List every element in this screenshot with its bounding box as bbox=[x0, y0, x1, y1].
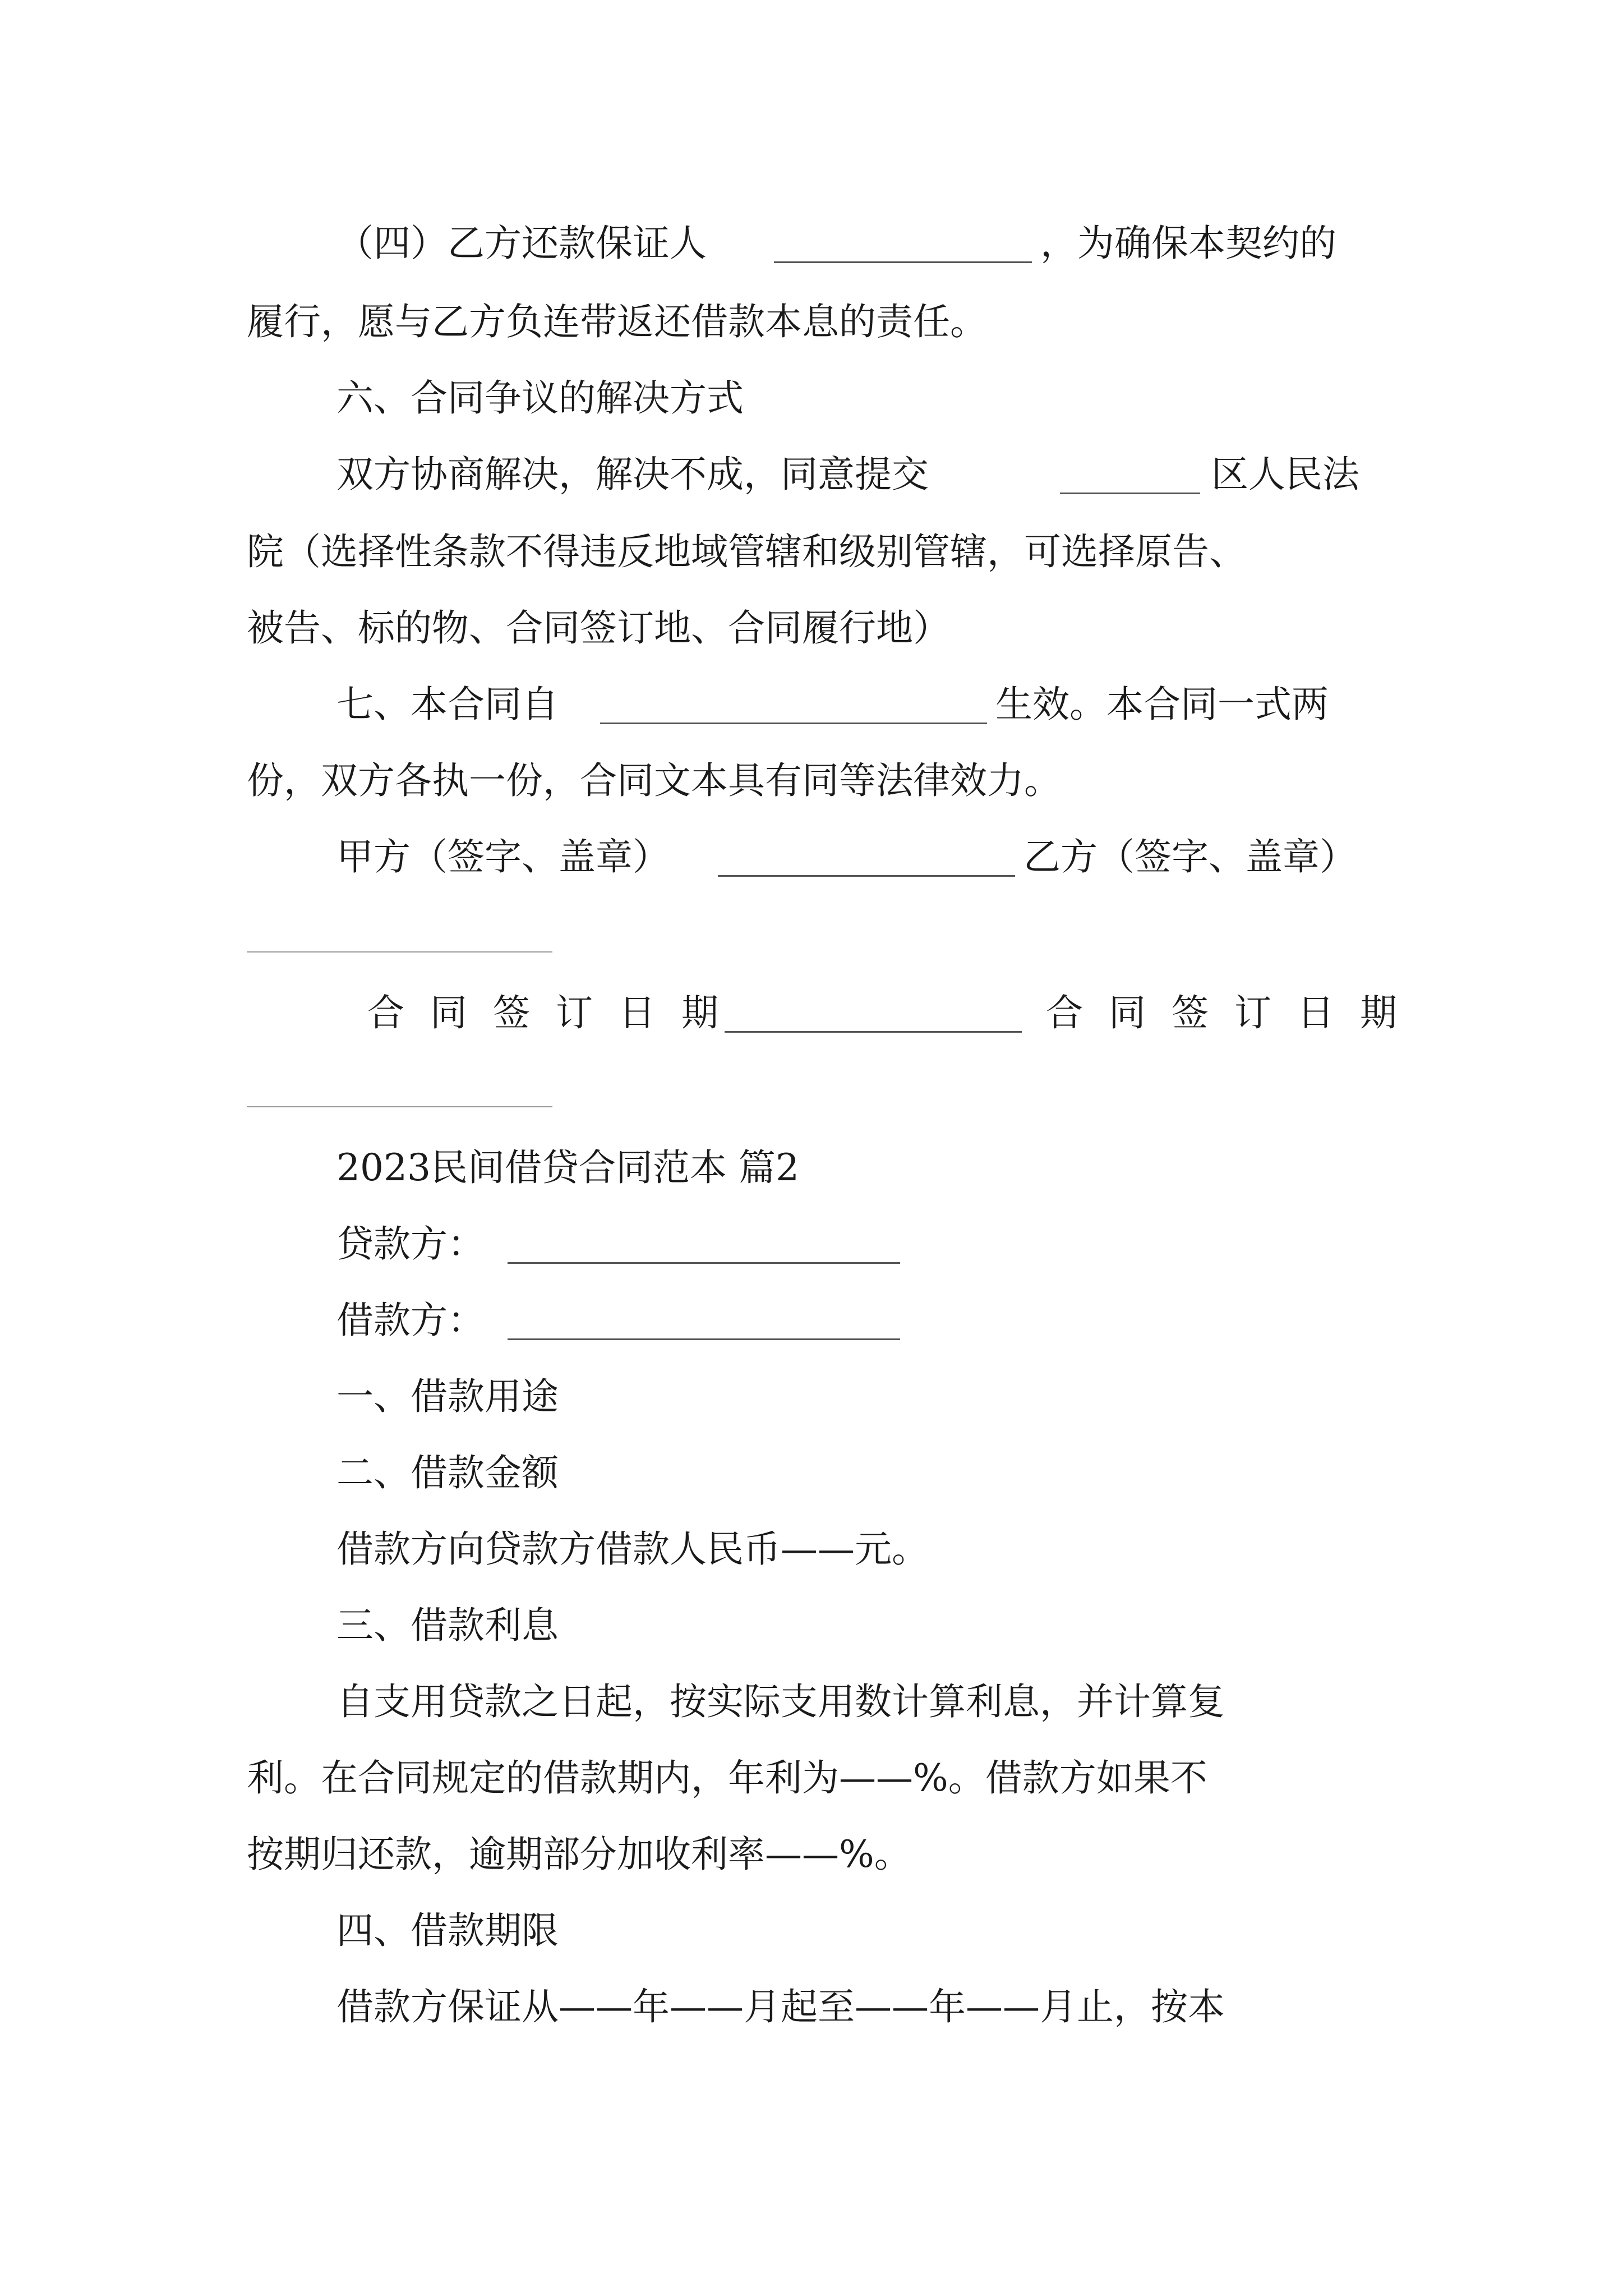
lender-line bbox=[0, 1216, 1623, 1272]
paragraph-text: 利。在合同规定的借款期内，年利为——%。借款方如果不 bbox=[247, 1756, 1207, 1800]
paragraph-text: 履行，愿与乙方负连带返还借款本息的责任。 bbox=[247, 300, 987, 343]
court-tail: 区人民法 bbox=[1211, 453, 1359, 496]
paragraph-line bbox=[0, 524, 1623, 580]
effective-blank bbox=[600, 723, 987, 724]
lender-blank bbox=[508, 1262, 900, 1264]
section-heading-text: 一、借款用途 bbox=[336, 1375, 559, 1418]
article-title-text: 2023民间借贷合同范本 篇2 bbox=[336, 1146, 799, 1189]
paragraph-line bbox=[0, 1521, 1623, 1577]
section-heading bbox=[0, 370, 1623, 426]
effective-label: 七、本合同自 bbox=[336, 683, 559, 726]
court-label: 双方协商解决，解决不成，同意提交 bbox=[336, 453, 929, 496]
paragraph-line bbox=[0, 294, 1623, 350]
party-a-date-label bbox=[367, 985, 744, 1041]
effective-tail: 生效。本合同一式两 bbox=[995, 683, 1329, 726]
guarantor-line bbox=[0, 215, 1623, 272]
effective-line bbox=[0, 677, 1623, 733]
paragraph-text: 按期归还款，逾期部分加收利率——%。 bbox=[247, 1833, 911, 1876]
section-heading-text: 四、借款期限 bbox=[336, 1909, 559, 1952]
guarantor-label: （四）乙方还款保证人 bbox=[336, 222, 707, 265]
section-heading bbox=[0, 1369, 1623, 1425]
paragraph-line bbox=[0, 1979, 1623, 2035]
party-b-date-label bbox=[1046, 985, 1423, 1041]
section-heading-text: 三、借款利息 bbox=[336, 1604, 559, 1647]
party-b-signature-label: 乙方（签字、盖章） bbox=[1023, 835, 1357, 878]
section-heading bbox=[0, 1445, 1623, 1501]
court-blank bbox=[1060, 493, 1200, 494]
guarantor-blank bbox=[774, 261, 1032, 263]
section-heading-text: 六、合同争议的解决方式 bbox=[336, 376, 744, 420]
court-line bbox=[0, 447, 1623, 503]
article-title bbox=[0, 1140, 1623, 1196]
paragraph-text: 自支用贷款之日起，按实际支用数计算利息，并计算复 bbox=[336, 1680, 1225, 1723]
signature-line bbox=[0, 829, 1623, 885]
paragraph-line bbox=[0, 1826, 1623, 1883]
section-heading-text: 二、借款金额 bbox=[336, 1451, 559, 1494]
paragraph-text: 借款方保证从——年——月起至——年——月止，按本 bbox=[336, 1985, 1225, 2028]
borrower-blank bbox=[508, 1338, 900, 1340]
paragraph-line bbox=[0, 600, 1623, 656]
party-a-signature-label: 甲方（签字、盖章） bbox=[336, 835, 670, 878]
party-a-date-text: 合同签订日期 bbox=[367, 991, 744, 1034]
party-a-date-blank bbox=[725, 1031, 1022, 1033]
signing-date-line bbox=[0, 985, 1623, 1041]
paragraph-text: 被告、标的物、合同签订地、合同履行地） bbox=[247, 606, 950, 650]
party-b-date-text: 合同签订日期 bbox=[1046, 991, 1423, 1034]
party-a-signature-blank bbox=[718, 875, 1015, 877]
paragraph-line bbox=[0, 1750, 1623, 1806]
section-heading bbox=[0, 1903, 1623, 1959]
paragraph-line bbox=[0, 1674, 1623, 1730]
lender-label: 贷款方： bbox=[336, 1222, 485, 1266]
guarantor-tail: ，为确保本契约的 bbox=[1040, 222, 1336, 265]
section-heading bbox=[0, 1598, 1623, 1654]
paragraph-line bbox=[0, 753, 1623, 809]
party-b-signature-blank bbox=[247, 951, 552, 953]
paragraph-text: 院（选择性条款不得违反地域管辖和级别管辖，可选择原告、 bbox=[247, 530, 1246, 573]
borrower-label: 借款方： bbox=[336, 1299, 485, 1342]
party-b-date-blank bbox=[247, 1106, 552, 1107]
paragraph-text: 借款方向贷款方借款人民币——元。 bbox=[336, 1527, 929, 1571]
borrower-line bbox=[0, 1292, 1623, 1349]
paragraph-text: 份，双方各执一份，合同文本具有同等法律效力。 bbox=[247, 759, 1061, 802]
